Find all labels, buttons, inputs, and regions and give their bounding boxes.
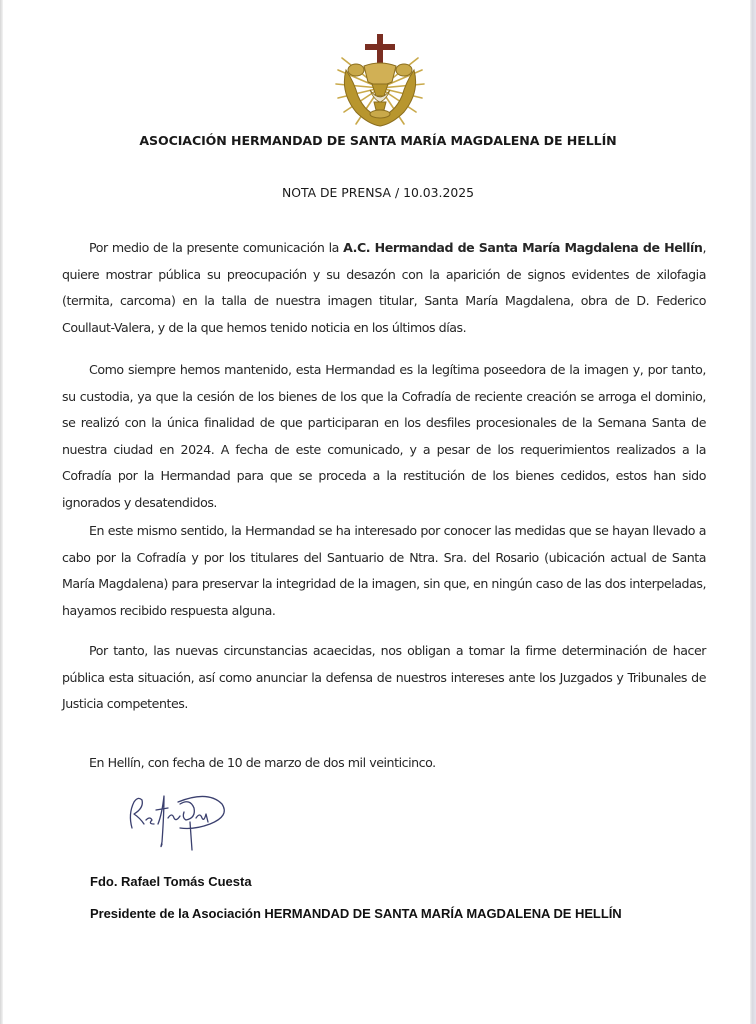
signer-role: Presidente de la Asociación HERMANDAD DE SANTA MARÍA MAGDALENA DE HELLÍN: [90, 906, 622, 921]
signer-name: Fdo. Rafael Tomás Cuesta: [90, 874, 252, 889]
paragraph-2-text: Como siempre hemos mantenido, esta Hermandad es la legítima poseedora de la imagen y, por tanto, su custodia, ya que la cesión de los bienes de los que la Cofradía de reciente creación se arroga el dominio, se realizó con la única finalidad de que participaran en los desfiles procesionales de la Semana Santa de nuestra ciudad en 2024. A fecha de este comunicado, y a pesar de los requerimientos realizados a la Cofradía por la Hermandad para que se proceda a la restitución de los bienes cedidos, estos han sido ignorados y desatendidos.: [62, 362, 706, 510]
paragraph-1: [62, 235, 706, 341]
page-edge-right: [750, 0, 756, 1024]
closing-line: [62, 750, 706, 777]
paragraph-4-text: Por tanto, las nuevas circunstancias acaecidas, nos obligan a tomar la firme determinación de hacer pública esta situación, así como anunciar la defensa de nuestros intereses ante los Juzgados y Tribunales de Justicia competentes.: [62, 643, 706, 711]
paragraph-3-text: En este mismo sentido, la Hermandad se ha interesado por conocer las medidas que se hayan llevado a cabo por la Cofradía y por los titulares del Santuario de Ntra. Sra. del Rosario (ubicación actual de Santa María Magdalena) para preservar la integridad de la imagen, sin que, en ningún caso de las dos interpeladas, hayamos recibido respuesta alguna.: [62, 523, 706, 618]
paragraph-3: [62, 518, 706, 624]
organization-name-bold: A.C. Hermandad de Santa María Magdalena de Hellín: [343, 240, 703, 255]
paragraph-2: [62, 357, 706, 516]
closing-text: En Hellín, con fecha de 10 de marzo de dos mil veinticinco.: [89, 755, 436, 770]
brotherhood-crest-icon: [332, 30, 428, 130]
handwritten-signature: [118, 784, 230, 854]
paragraph-1-rest: , quiere mostrar pública su preocupación y su desazón con la aparición de signos evidentes de xilofagia (termita, carcoma) en la talla de nuestra imagen titular, Santa María Magdalena, obra de D. Federico Coullaut-Valera, y de la que hemos tenido noticia en los últimos días.: [62, 240, 706, 335]
paragraph-4: [62, 638, 706, 718]
paragraph-1-intro: Por medio de la presente comunicación la: [89, 240, 344, 255]
press-note-heading: NOTA DE PRENSA / 10.03.2025: [281, 185, 475, 200]
organization-title: ASOCIACIÓN HERMANDAD DE SANTA MARÍA MAGDALENA DE HELLÍN: [139, 133, 617, 148]
page-edge-left: [0, 0, 3, 1024]
